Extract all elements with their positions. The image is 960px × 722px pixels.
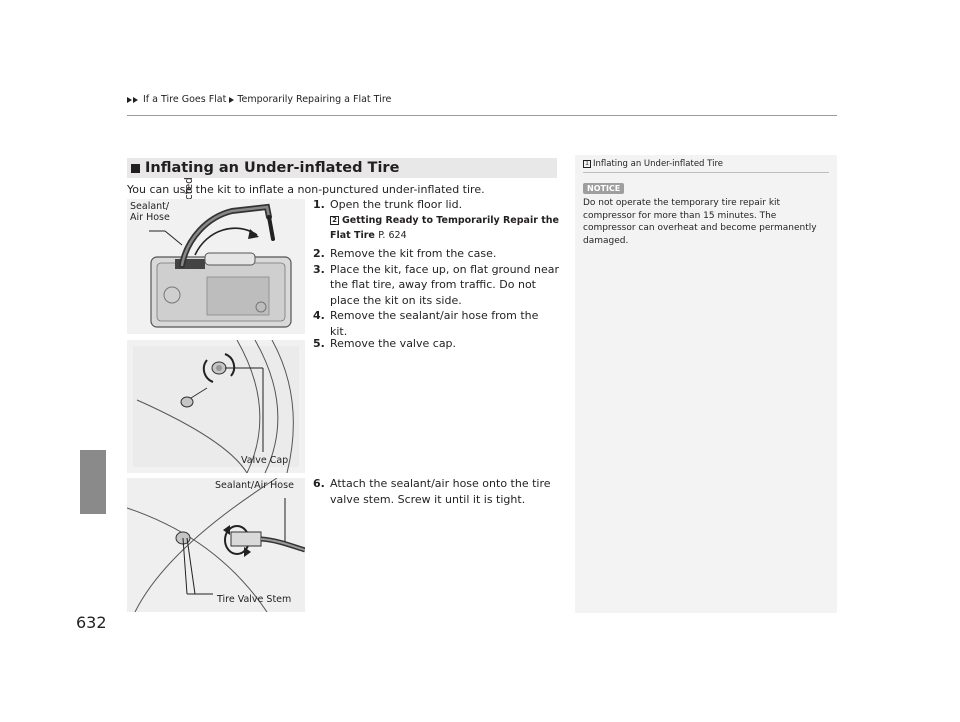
breadcrumb-level1[interactable]: If a Tire Goes Flat xyxy=(143,94,227,105)
page-number: 632 xyxy=(76,613,107,632)
figure-tire-valve-stem xyxy=(127,478,305,612)
sidebar-title: 1 Inflating an Under-inflated Tire xyxy=(583,159,829,173)
figure-label-sealant-hose: Sealant/ Air Hose xyxy=(130,201,170,223)
figure-label-valve-cap: Valve Cap xyxy=(241,455,289,466)
steps-group-2 xyxy=(313,336,559,352)
xref-link[interactable]: 2 Getting Ready to Temporarily Repair the Flat Tire P. 624 xyxy=(330,214,559,241)
breadcrumb-arrow-icon xyxy=(127,97,138,103)
step-2: 2. Remove the kit from the case. xyxy=(313,246,497,260)
chapter-tab[interactable] xyxy=(80,450,106,514)
breadcrumb xyxy=(127,94,391,105)
header-rule xyxy=(127,115,837,116)
step-3: 3. Place the kit, face up, on flat ground near the flat tire, away from traffic. Do not place the kit on its side. xyxy=(313,262,559,307)
section-title: Inflating an Under-inflated Tire xyxy=(145,160,400,176)
step-6: 6. Attach the sealant/air hose onto the tire valve stem. Screw it until it is tight. xyxy=(313,477,551,506)
step-5: 5. Remove the valve cap. xyxy=(313,337,457,350)
figure-label-sealant-air-hose: Sealant/Air Hose xyxy=(215,480,294,491)
section-square-icon xyxy=(131,164,140,173)
intro-text: You can use the kit to inflate a non-punctured under-inflated tire. xyxy=(127,183,485,196)
tire-valve-stem-illustration xyxy=(127,478,305,612)
figure-label-tire-valve-stem: Tire Valve Stem xyxy=(217,594,292,605)
figure-repair-kit xyxy=(127,199,305,334)
notes-sidebar xyxy=(575,155,837,613)
notice-badge: NOTICE xyxy=(583,183,624,194)
notice-text: Do not operate the temporary tire repair kit compressor for more than 15 minutes. The compressor can overheat and become permanently damaged. xyxy=(583,198,817,246)
breadcrumb-arrow-icon xyxy=(229,97,234,103)
steps-group-1 xyxy=(313,197,559,340)
valve-cap-illustration xyxy=(127,340,305,473)
step-1: 1. Open the trunk floor lid. xyxy=(313,198,463,211)
steps-group-3 xyxy=(313,476,559,507)
figure-valve-cap xyxy=(127,340,305,473)
xref-arrow-icon: 2 xyxy=(330,216,339,225)
breadcrumb-level2[interactable]: Temporarily Repairing a Flat Tire xyxy=(237,94,392,105)
step-4: 4. Remove the sealant/air hose from the kit. xyxy=(313,309,539,339)
section-header xyxy=(127,158,557,178)
note-ref-icon: 1 xyxy=(583,160,591,168)
